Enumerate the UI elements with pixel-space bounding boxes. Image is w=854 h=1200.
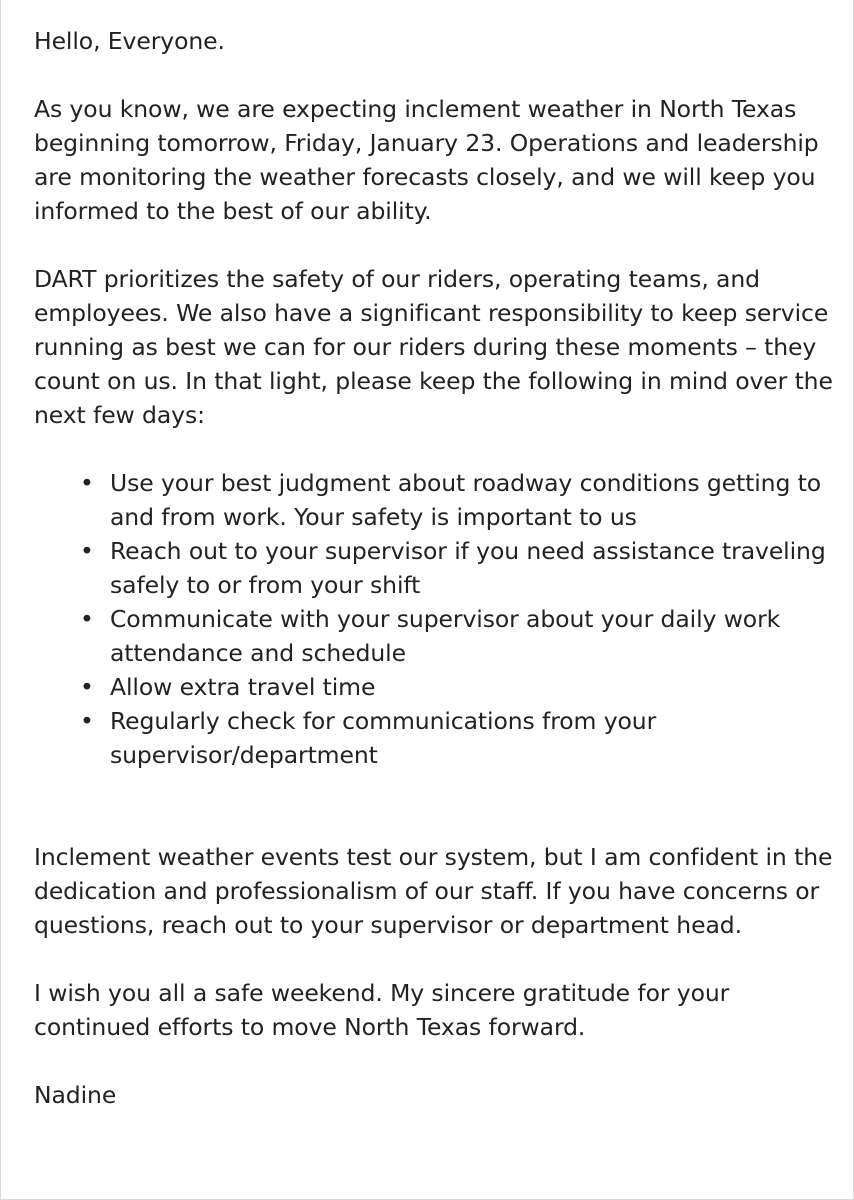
bullet-icon: •	[80, 605, 94, 633]
email-body	[34, 24, 834, 1112]
list-item	[34, 670, 834, 704]
email-paragraph-4: I wish you all a safe weekend. My sincere gratitude for your continued efforts to move North Texas forward.	[34, 979, 730, 1041]
list-item-text: Reach out to your supervisor if you need assistance traveling safely to or from your shift	[110, 537, 826, 599]
guidance-list	[34, 466, 834, 772]
list-item-text: Allow extra travel time	[110, 673, 376, 701]
list-item	[34, 534, 834, 602]
email-paragraph-1: As you know, we are expecting inclement weather in North Texas beginning tomorrow, Friday, January 23. Operations and leadership are monitoring the weather forecasts closely, and we will keep you informed to the best of our ability.	[34, 95, 819, 225]
bullet-icon: •	[80, 469, 94, 497]
list-item	[34, 602, 834, 670]
list-item-text: Communicate with your supervisor about your daily work attendance and schedule	[110, 605, 781, 667]
list-item-text: Use your best judgment about roadway conditions getting to and from work. Your safety is important to us	[110, 469, 822, 531]
email-paragraph-2: DART prioritizes the safety of our riders, operating teams, and employees. We also have a significant responsibility to keep service running as best we can for our riders during these moments – they count on us. In that light, please keep the following in mind over the next few days:	[34, 265, 833, 429]
bullet-icon: •	[80, 707, 94, 735]
list-item-text: Regularly check for communications from your supervisor/department	[110, 707, 657, 769]
bullet-icon: •	[80, 537, 94, 565]
list-item	[34, 704, 834, 772]
list-item	[34, 466, 834, 534]
email-greeting: Hello, Everyone.	[34, 27, 225, 55]
bullet-icon: •	[80, 673, 94, 701]
spacer	[34, 772, 834, 840]
email-signature: Nadine	[34, 1081, 117, 1109]
email-paragraph-3: Inclement weather events test our system, but I am confident in the dedication and professionalism of our staff. If you have concerns or questions, reach out to your supervisor or department head.	[34, 843, 833, 939]
